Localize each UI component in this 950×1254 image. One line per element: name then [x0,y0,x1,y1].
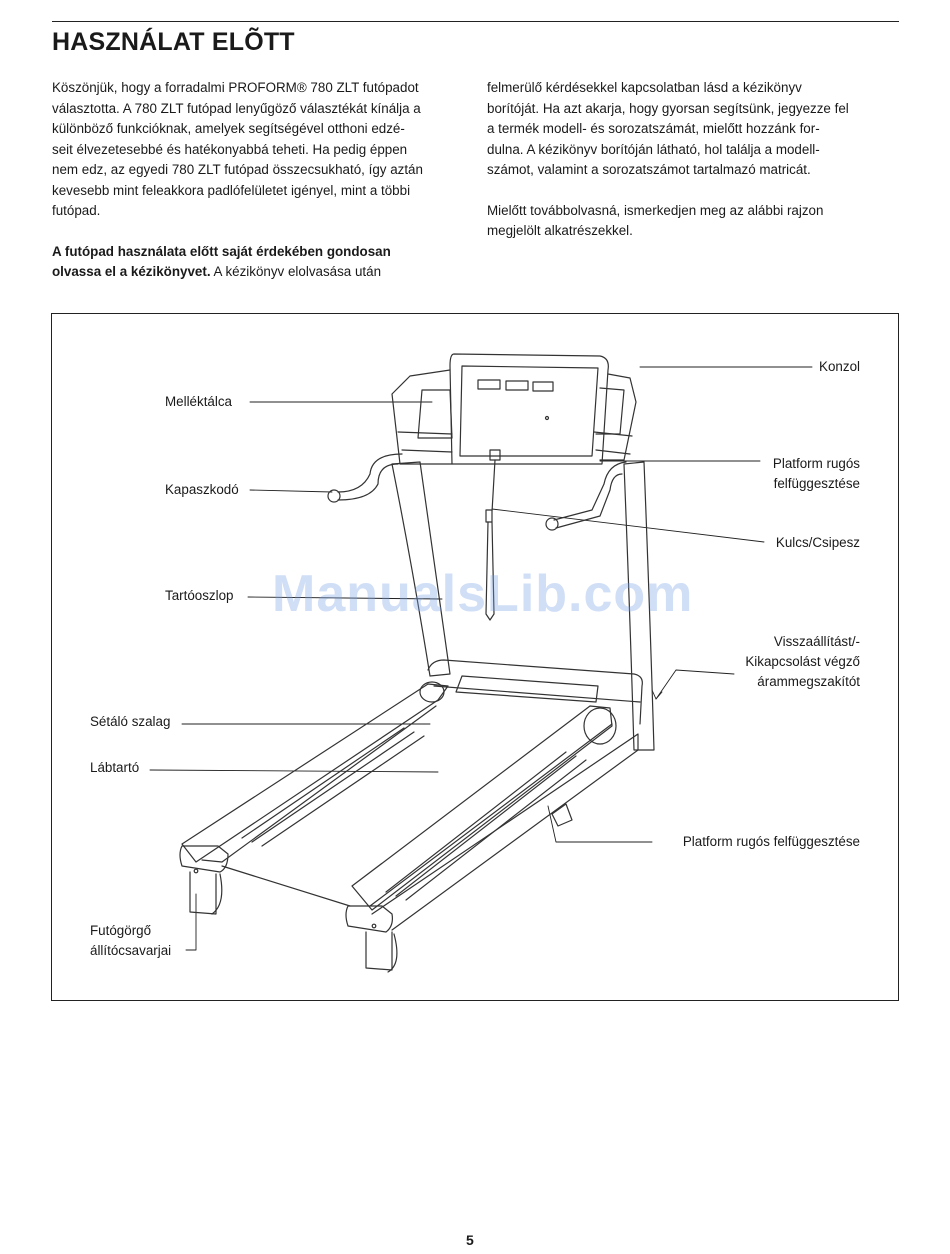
leader-lines [150,367,812,950]
label-kulcs: Kulcs/Csipesz [775,535,860,550]
label-futogorgo [90,921,171,961]
text-line: felmerülő kérdésekkel kapcsolatban lásd a kézikönyv [487,80,802,95]
label-line: Visszaállítást/- [773,634,860,649]
intro-paragraph-4 [487,201,902,242]
label-line: árammegszakítót [757,674,860,689]
text-line [52,242,467,263]
page-number: 5 [466,1232,474,1248]
warning-continuation: A kézikönyv elolvasása után [210,264,382,279]
intro-paragraph-2 [52,242,467,283]
label-line: Kikapcsolást végző [745,654,860,669]
text-line: borítóját. Ha azt akarja, hogy gyorsan segítsünk, jegyezze fel [487,100,849,116]
top-rule [52,21,899,22]
text-line: Köszönjük, hogy a forradalmi PROFORM® 780 ZLT futópadot [52,80,419,95]
label-line: Futógörgő [90,923,152,938]
intro-paragraph-1 [52,78,467,222]
label-konzol: Konzol [819,359,860,374]
label-labtarto: Lábtartó [90,760,140,775]
page-title: HASZNÁLAT ELÕTT [52,28,295,56]
console-shape [392,354,636,464]
text-line: Mielőtt továbbolvasná, ismerkedjen meg az alábbi rajzon [487,202,824,218]
text-line: választotta. A 780 ZLT futópad lenyűgöző választékát kínálja a [52,100,421,116]
intro-paragraph-3 [487,78,902,181]
label-mellektalca: Melléktálca [165,394,232,409]
label-platform-bottom: Platform rugós felfüggesztése [682,834,860,849]
label-line: állítócsavarjai [90,943,172,958]
text-line: számot, valamint a sorozatszámot tartalmazó matricát. [487,162,811,177]
label-tartooszlop: Tartóoszlop [165,588,234,603]
text-line: futópad. [52,203,101,218]
text-line: dulna. A kézikönyv borítóján látható, hol találja a modell- [487,141,820,157]
bold-warning-2: olvassa el a kézikönyvet. [52,264,211,279]
watermark: ManualsLib.com [272,565,694,623]
intro-left-column [52,78,467,303]
text-line: seit élvezetesebbé és hatékonyabbá teheti. Ha pedig éppen [52,141,408,157]
text-line: kevesebb mint feleakkora padlófelületet igényel, mint a többi [52,182,411,198]
label-platform-top [773,454,860,494]
label-line: Platform rugós [772,456,860,471]
text-line: különböző funkcióknak, amelyek segítségével otthoni edzé- [52,121,405,136]
text-line [52,262,467,283]
label-vissza [745,632,860,692]
label-kapaszkodo: Kapaszkodó [165,482,239,497]
treadmill-figure [51,313,899,1001]
text-line: a termék modell- és sorozatszámát, mielőtt hozzánk for- [487,121,820,136]
label-line: felfüggesztése [773,476,860,491]
label-setalo: Sétáló szalag [90,714,171,729]
bold-warning-1: A futópad használata előtt saját érdekében gondosan [52,243,391,259]
text-line: nem edz, az egyedi 780 ZLT futópad összecsukható, így aztán [52,162,423,177]
handrails [328,454,626,530]
text-line: megjelölt alkatrészekkel. [487,223,633,238]
intro-right-column [487,78,902,262]
treadmill-deck [180,660,642,972]
